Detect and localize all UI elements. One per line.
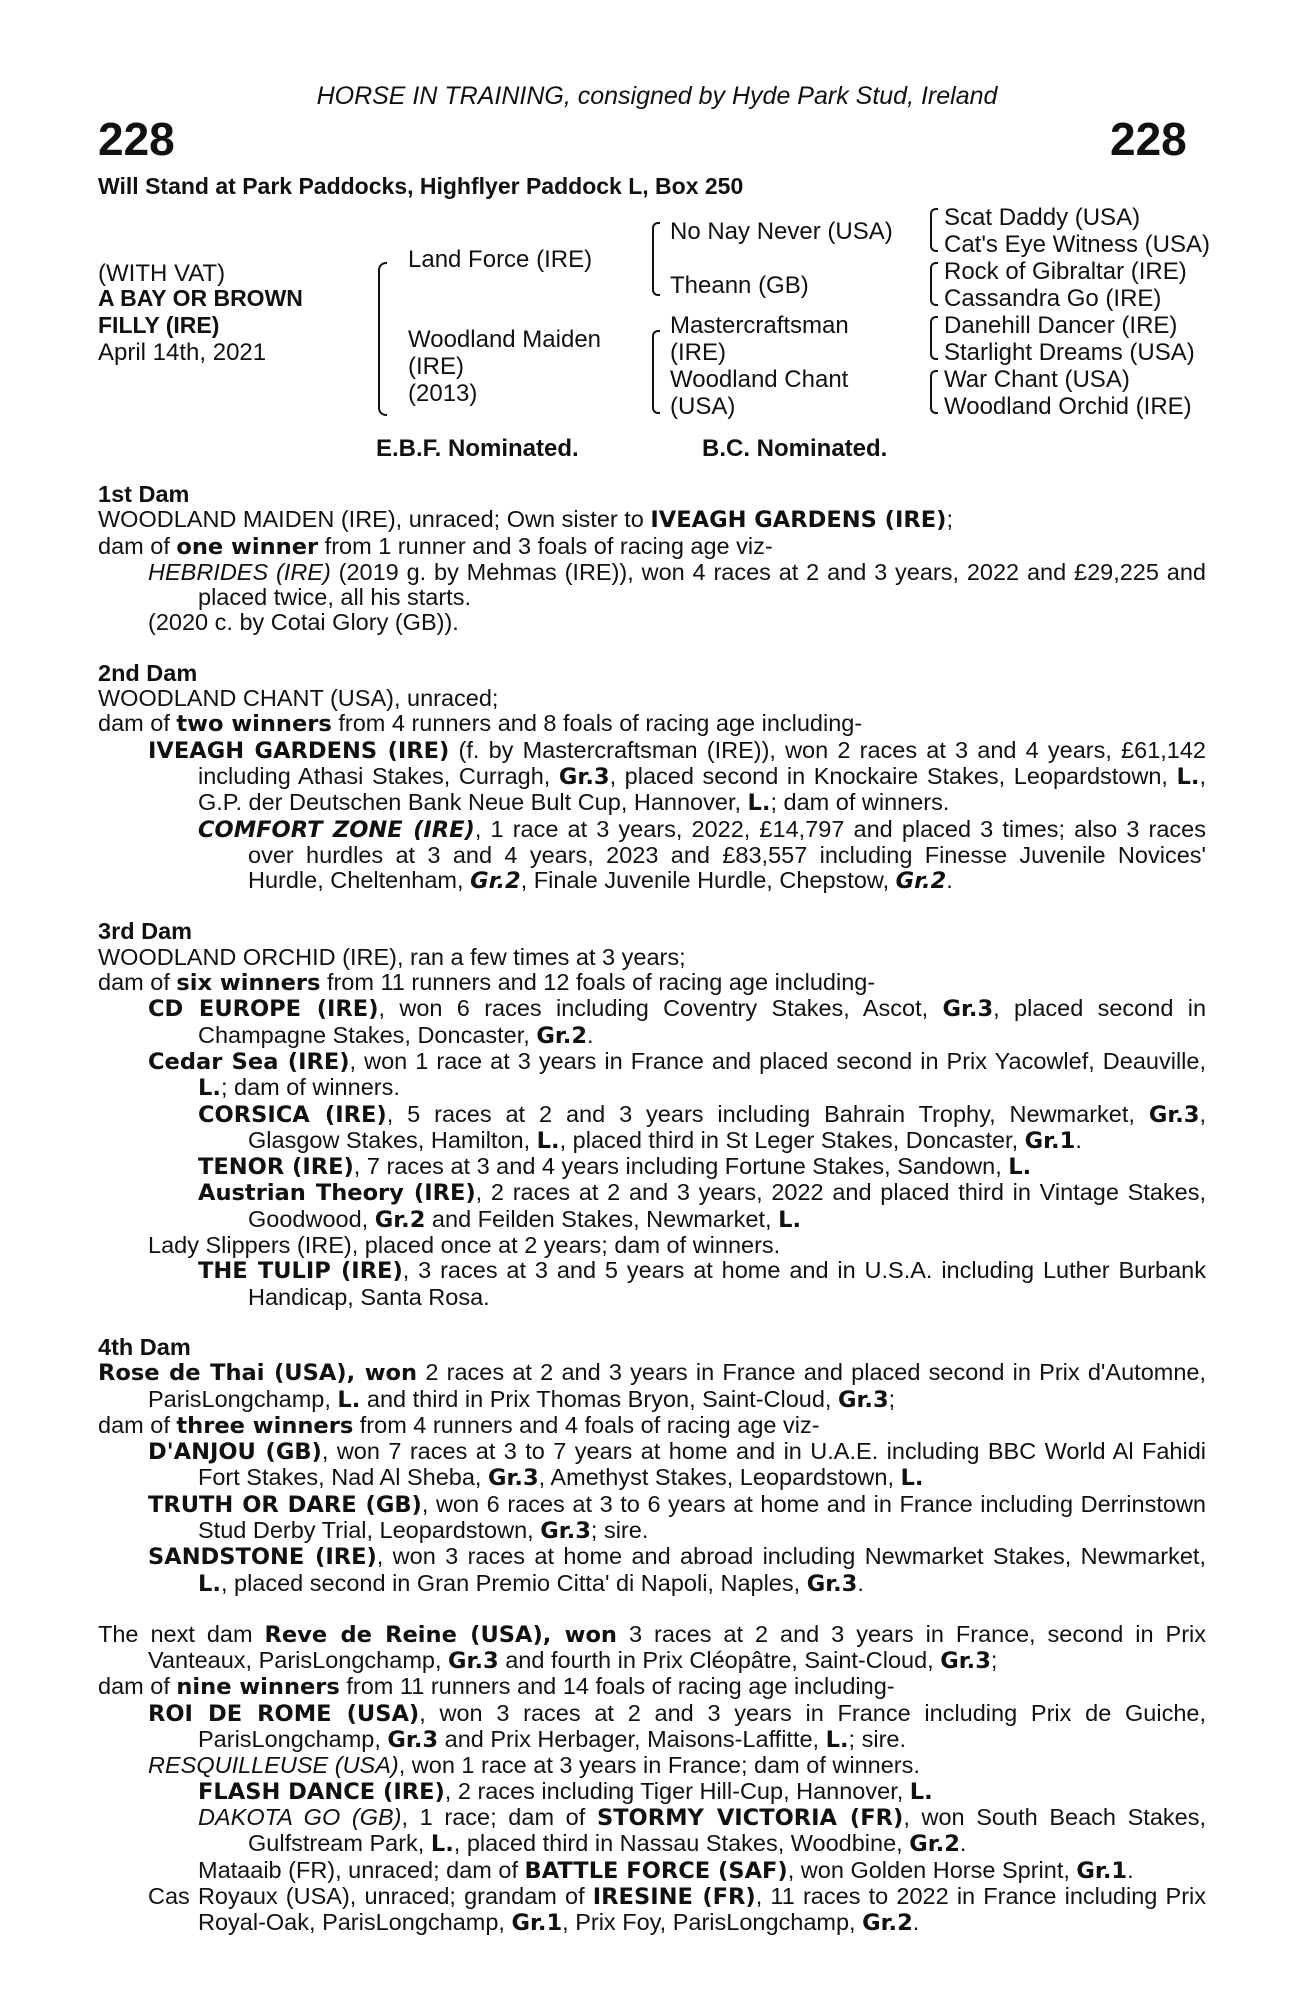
produce-record: TRUTH OR DARE (GB), won 6 races at 3 to 6 years at home and in France including Derrinstown Stud Derby Trial, Leopardstown, Gr.3; sire.: [148, 1490, 1206, 1544]
produce-record: WOODLAND CHANT (USA), unraced;: [98, 685, 499, 712]
produce-record: Cas Royaux (USA), unraced; grandam of IRESINE (FR), 11 races to 2022 in France including Prix Royal-Oak, ParisLongchamp, Gr.1, Prix Foy, ParisLongchamp, Gr.2.: [148, 1882, 1206, 1937]
produce-record: SANDSTONE (IRE), won 3 races at home and abroad including Newmarket Stakes, Newmarket, L., placed second in Gran Premio Citta' di Napoli, Naples, Gr.3.: [148, 1543, 1206, 1597]
section-heading: 1st Dam: [98, 481, 190, 507]
produce-record: CORSICA (IRE), 5 races at 2 and 3 years including Bahrain Trophy, Newmarket, Gr.3, Glasgow Stakes, Hamilton, L., placed third in St Leger Stakes, Doncaster, Gr.1.: [198, 1100, 1207, 1154]
pedigree-g2: Cat's Eye Witness (USA): [944, 231, 1210, 258]
section-heading: 3rd Dam: [98, 918, 193, 945]
produce-record: Mataaib (FR), unraced; dam of BATTLE FORCE (SAF), won Golden Horse Sprint, Gr.1.: [198, 1856, 1134, 1884]
produce-record: IVEAGH GARDENS (IRE) (f. by Mastercraftsman (IRE)), won 2 races at 3 and 4 years, £61,142 including Athasi Stakes, Curragh, Gr.3, placed second in Knockaire Stakes, Leopardstown, L., G.P. der Deutschen Bank Neue Bult Cup, Hannover, L.; dam of winners.: [148, 736, 1206, 817]
section-heading: 4th Dam: [98, 1333, 191, 1360]
pedigree-dam-year: (2013): [408, 380, 478, 407]
dam-section: [98, 919, 1206, 1309]
lot-number-left: 228: [98, 113, 175, 165]
horse-description: A BAY OR BROWN: [98, 285, 303, 311]
produce-record: TENOR (IRE), 7 races at 3 and 4 years including Fortune Stakes, Sandown, L.: [198, 1153, 1032, 1181]
produce-record: dam of three winners from 4 runners and 4 foals of racing age viz-: [98, 1411, 820, 1439]
produce-record: Rose de Thai (USA), won 2 races at 2 and 3 years in France and placed second in Prix d'Automne, ParisLongchamp, L. and third in Prix Thomas Bryon, Saint-Cloud, Gr.3;: [98, 1359, 1207, 1413]
pedigree-sire: Land Force (IRE): [408, 246, 593, 273]
horse-sex-country: FILLY (IRE): [98, 312, 220, 338]
produce-record: Cedar Sea (IRE), won 1 race at 3 years in France and placed second in Prix Yacowlef, Deauville, L.; dam of winners.: [148, 1047, 1206, 1102]
section-heading: 2nd Dam: [98, 659, 198, 686]
produce-record: WOODLAND ORCHID (IRE), ran a few times at 3 years;: [98, 943, 686, 970]
pedigree-g3: Rock of Gibraltar (IRE): [944, 258, 1187, 285]
pedigree-g6: Starlight Dreams (USA): [944, 339, 1195, 366]
produce-record: dam of two winners from 4 runners and 8 foals of racing age including-: [98, 710, 863, 738]
dam-section: [98, 1335, 1206, 1597]
vat-note: (WITH VAT): [98, 260, 226, 287]
produce-record: Lady Slippers (IRE), placed once at 2 years; dam of winners.: [148, 1232, 781, 1259]
produce-record: CD EUROPE (IRE), won 6 races including Coventry Stakes, Ascot, Gr.3, placed second in Champagne Stakes, Doncaster, Gr.2.: [148, 995, 1207, 1049]
produce-record: HEBRIDES (IRE) (2019 g. by Mehmas (IRE)), won 4 races at 2 and 3 years, 2022 and £29,225 and placed twice, all his starts.: [148, 558, 1206, 611]
produce-record: Austrian Theory (IRE), 2 races at 2 and 3 years, 2022 and placed third in Vintage Stakes, Goodwood, Gr.2 and Feilden Stakes, Newmarket, L.: [198, 1179, 1206, 1233]
ebf-nomination: E.B.F. Nominated.: [376, 435, 579, 462]
pedigree-g5: Danehill Dancer (IRE): [944, 312, 1178, 339]
produce-record: FLASH DANCE (IRE), 2 races including Tiger Hill-Cup, Hannover, L.: [198, 1777, 933, 1805]
produce-record: D'ANJOU (GB), won 7 races at 3 to 7 years at home and in U.A.E. including BBC World Al Fahidi Fort Stakes, Nad Al Sheba, Gr.3, Amethyst Stakes, Leopardstown, L.: [148, 1438, 1206, 1492]
pedigree-dam-country: (IRE): [408, 353, 464, 380]
pedigree-brace: [930, 208, 938, 252]
pedigree-brace: [378, 262, 387, 416]
consignment-header: HORSE IN TRAINING, consigned by Hyde Park Stud, Ireland: [316, 82, 998, 110]
pedigree-g8: Woodland Orchid (IRE): [944, 393, 1192, 420]
pedigree-brace: [930, 262, 938, 306]
pedigree-g4: Cassandra Go (IRE): [944, 285, 1162, 312]
pedigree-dam-dam: Woodland Chant: [670, 366, 849, 393]
pedigree-g1: Scat Daddy (USA): [944, 204, 1141, 231]
produce-record: WOODLAND MAIDEN (IRE), unraced; Own sister to IVEAGH GARDENS (IRE);: [98, 506, 953, 534]
produce-record: dam of nine winners from 11 runners and 14 foals of racing age including-: [98, 1673, 895, 1701]
pedigree-dam: Woodland Maiden: [408, 326, 602, 353]
pedigree-brace: [652, 330, 660, 414]
produce-record: (2020 c. by Cotai Glory (GB)).: [148, 609, 459, 636]
bc-nomination: B.C. Nominated.: [702, 435, 888, 462]
produce-record: dam of one winner from 1 runner and 3 foals of racing age viz-: [98, 532, 773, 560]
pedigree-dam-dam-country: (USA): [670, 393, 736, 420]
dam-section: [98, 482, 1206, 636]
foaling-date: April 14th, 2021: [98, 339, 267, 366]
pedigree-g7: War Chant (USA): [944, 366, 1130, 393]
pedigree-brace: [930, 316, 938, 360]
pedigree-sire-dam: Theann (GB): [670, 272, 809, 299]
produce-record: RESQUILLEUSE (USA), won 1 race at 3 years in France; dam of winners.: [148, 1752, 920, 1779]
pedigree-brace: [930, 370, 938, 414]
pedigree-sire-sire: No Nay Never (USA): [670, 218, 893, 245]
dam-section: [98, 1622, 1206, 1937]
stand-location: Will Stand at Park Paddocks, Highflyer Paddock L, Box 250: [98, 173, 744, 199]
produce-record: dam of six winners from 11 runners and 12 foals of racing age including-: [98, 969, 876, 997]
produce-record: The next dam Reve de Reine (USA), won 3 races at 2 and 3 years in France, second in Prix Vanteaux, ParisLongchamp, Gr.3 and fourth in Prix Cléopâtre, Saint-Cloud, Gr.3;: [98, 1620, 1206, 1675]
pedigree-sections: [98, 482, 1206, 1961]
lot-number-right: 228: [1110, 113, 1187, 165]
pedigree-dam-sire: Mastercraftsman: [670, 312, 849, 339]
produce-record: ROI DE ROME (USA), won 3 races at 2 and 3 years in France including Prix de Guiche, ParisLongchamp, Gr.3 and Prix Herbager, Maisons-Laffitte, L.; sire.: [148, 1699, 1206, 1754]
pedigree-dam-sire-country: (IRE): [670, 339, 726, 366]
produce-record: DAKOTA GO (GB), 1 race; dam of STORMY VICTORIA (FR), won South Beach Stakes, Gulfstream Park, L., placed third in Nassau Stakes, Woodbine, Gr.2.: [198, 1803, 1206, 1858]
pedigree-brace: [652, 222, 660, 296]
dam-section: [98, 661, 1206, 895]
produce-record: THE TULIP (IRE), 3 races at 3 and 5 years at home and in U.S.A. including Luther Burbank Handicap, Santa Rosa.: [198, 1257, 1206, 1310]
produce-record: COMFORT ZONE (IRE), 1 race at 3 years, 2022, £14,797 and placed 3 times; also 3 races over hurdles at 3 and 4 years, 2023 and £83,557 including Finesse Juvenile Novices' Hurdle, Cheltenham, Gr.2, Finale Juvenile Hurdle, Chepstow, Gr.2.: [198, 815, 1207, 895]
